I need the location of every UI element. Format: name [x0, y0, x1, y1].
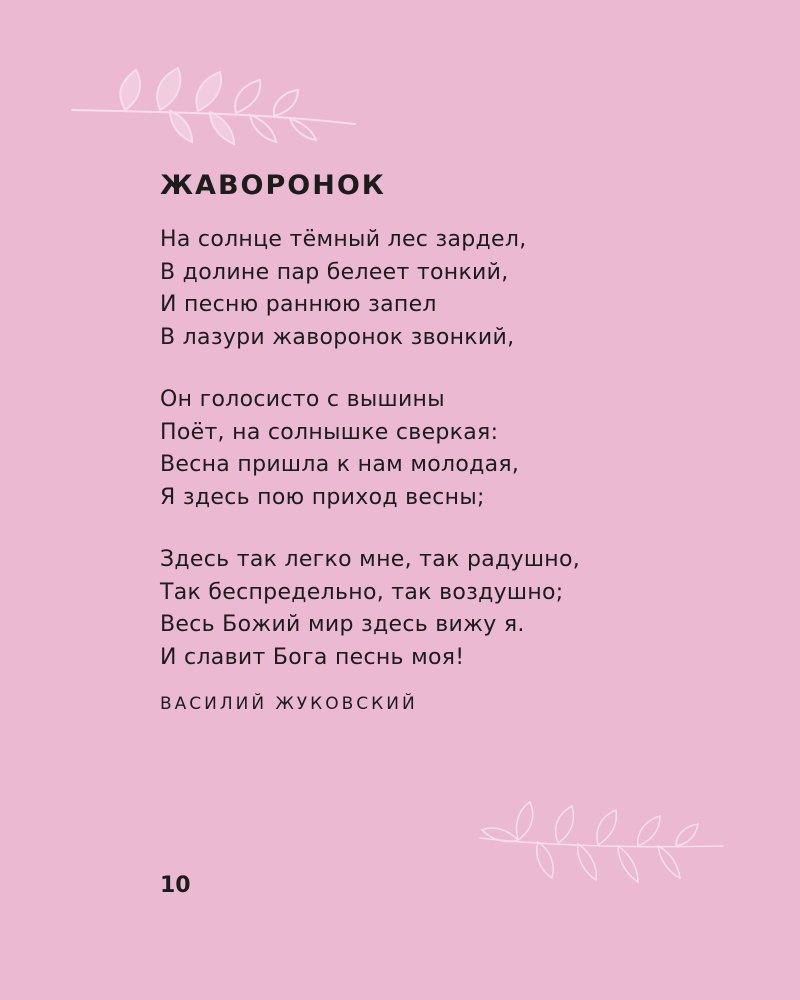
stanza-1	[160, 224, 760, 354]
poem-line: Он голосисто с вышины	[160, 387, 445, 412]
poem-line: Я здесь пою приход весны;	[160, 484, 485, 510]
leaf-branch-icon	[70, 62, 360, 152]
poem-author: ВАСИЛИЙ ЖУКОВСКИЙ	[160, 694, 418, 714]
poem-line: Здесь так легко мне, так радушно,	[160, 547, 581, 572]
poem-line: Весна пришла к нам молодая,	[160, 452, 520, 477]
poem-line: В долине пар белеет тонкий,	[160, 259, 509, 285]
poem	[160, 166, 760, 719]
poem-line: Так беспредельно, так воздушно;	[160, 579, 564, 605]
poem-line: На солнце тёмный лес зардел,	[160, 227, 527, 252]
poem-line: Поёт, на солнышке сверкая:	[160, 419, 499, 445]
poem-line: В лазури жаворонок звонкий,	[160, 324, 515, 350]
poem-line: Весь Божий мир здесь вижу я.	[160, 612, 525, 637]
stanza-3	[160, 544, 760, 674]
page-number: 10	[160, 873, 191, 898]
leaf-branch-icon	[478, 796, 728, 896]
poem-title: ЖАВОРОНОК	[160, 170, 386, 201]
stanza-2	[160, 384, 760, 514]
poem-line: И песню раннюю запел	[160, 292, 437, 317]
poem-line: И славит Бога песнь моя!	[160, 644, 465, 670]
